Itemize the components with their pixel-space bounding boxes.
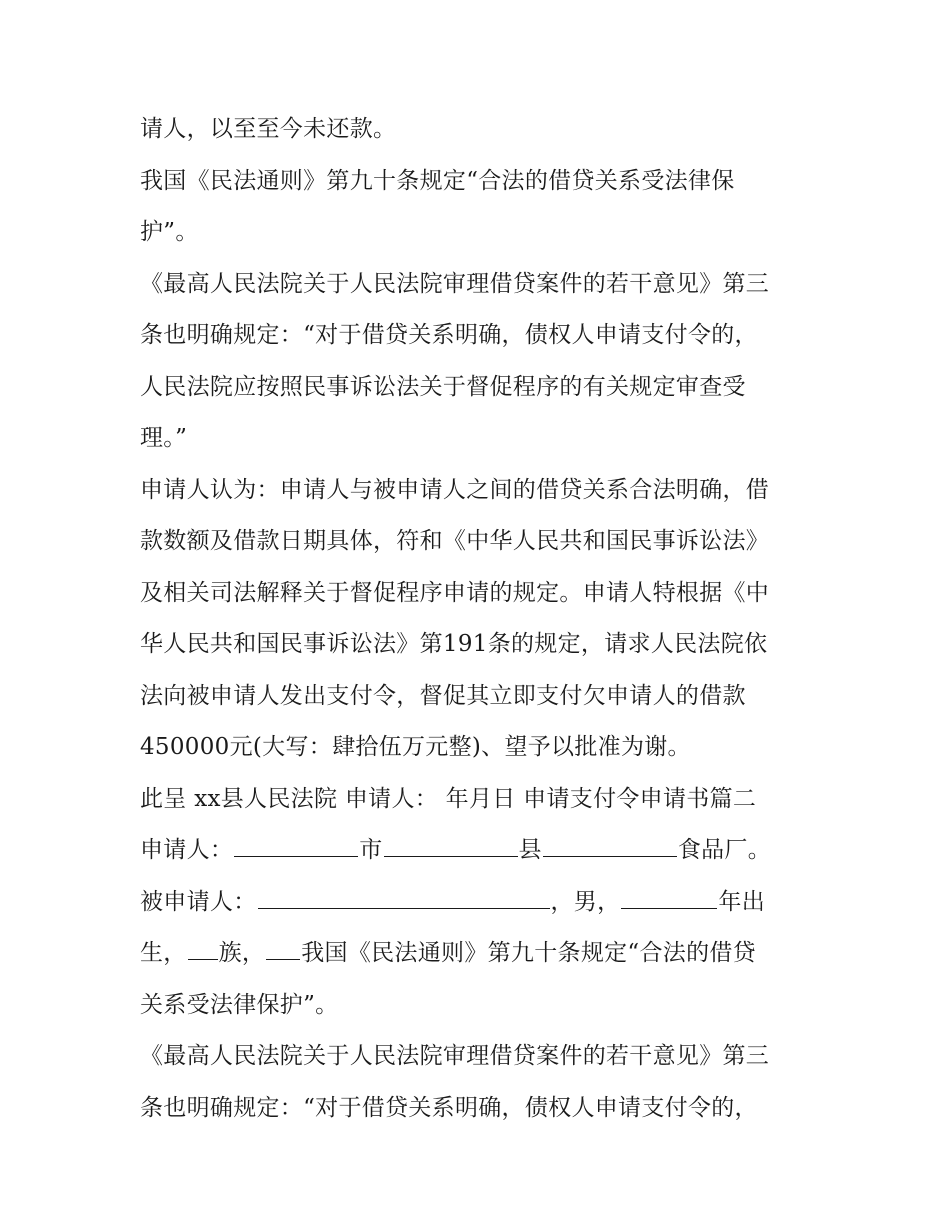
text-line: 450000元(大写：肆拾伍万元整)、望予以批准为谢。	[140, 734, 691, 760]
gender-text: ，男，	[550, 888, 621, 915]
factory-suffix: 食品厂。	[677, 837, 772, 863]
text-line: 条也明确规定：“对于借贷关系明确，债权人申请支付令的，	[140, 322, 758, 348]
blank-applicant-city	[234, 830, 358, 857]
birth-start: 生，	[140, 940, 187, 966]
form-line-respondent	[140, 880, 820, 932]
text-line: 理。”	[140, 425, 188, 451]
text-line: 条也明确规定：“对于借贷关系明确，债权人申请支付令的，	[140, 1094, 758, 1121]
text-line: 《最高人民法院关于人民法院审理借贷案件的若干意见》第三	[140, 1043, 770, 1069]
text-line: 法向被申请人发出支付令，督促其立即支付欠申请人的借款	[140, 682, 746, 709]
blank-misc	[266, 933, 300, 960]
birth-year-suffix: 年出	[718, 888, 766, 915]
document-body	[140, 107, 820, 1137]
text-line: 及相关司法解释关于督促程序申请的规定。申请人特根据《中	[140, 579, 770, 606]
text-line: 款数额及借款日期具体，符和《中华人民共和国民事诉讼法》	[140, 528, 770, 554]
text-line: 关系受法律保护”。	[140, 991, 339, 1018]
city-suffix: 市	[359, 837, 383, 863]
blank-applicant-factory	[543, 830, 677, 857]
birth-rest: 我国《民法通则》第九十条规定“合法的借贷	[301, 940, 756, 966]
respondent-label: 被申请人：	[140, 888, 257, 915]
applicant-label: 申请人：	[140, 837, 234, 863]
blank-applicant-county	[384, 830, 518, 857]
text-line: 申请人认为：申请人与被申请人之间的借贷关系合法明确，借	[140, 476, 770, 503]
blank-respondent-name	[258, 882, 550, 909]
text-line: 人民法院应按照民事诉讼法关于督促程序的有关规定审查受	[140, 373, 746, 400]
text-line: 华人民共和国民事诉讼法》第191条的规定，请求人民法院依	[140, 631, 768, 657]
county-suffix: 县	[518, 837, 542, 863]
text-line: 护”。	[140, 219, 199, 245]
form-line-birth	[140, 931, 820, 983]
text-line: 请人，以至至今未还款。	[140, 116, 397, 142]
form-line-applicant	[140, 828, 820, 880]
ethnicity-suffix: 族，	[218, 940, 266, 966]
text-line: 此呈 xx县人民法院 申请人： 年月日 申请支付令申请书篇二	[140, 785, 757, 812]
blank-ethnicity	[188, 933, 218, 960]
text-line: 《最高人民法院关于人民法院审理借贷案件的若干意见》第三	[140, 270, 770, 297]
text-line: 我国《民法通则》第九十条规定“合法的借贷关系受法律保	[140, 167, 735, 194]
blank-birth-year	[621, 882, 717, 909]
